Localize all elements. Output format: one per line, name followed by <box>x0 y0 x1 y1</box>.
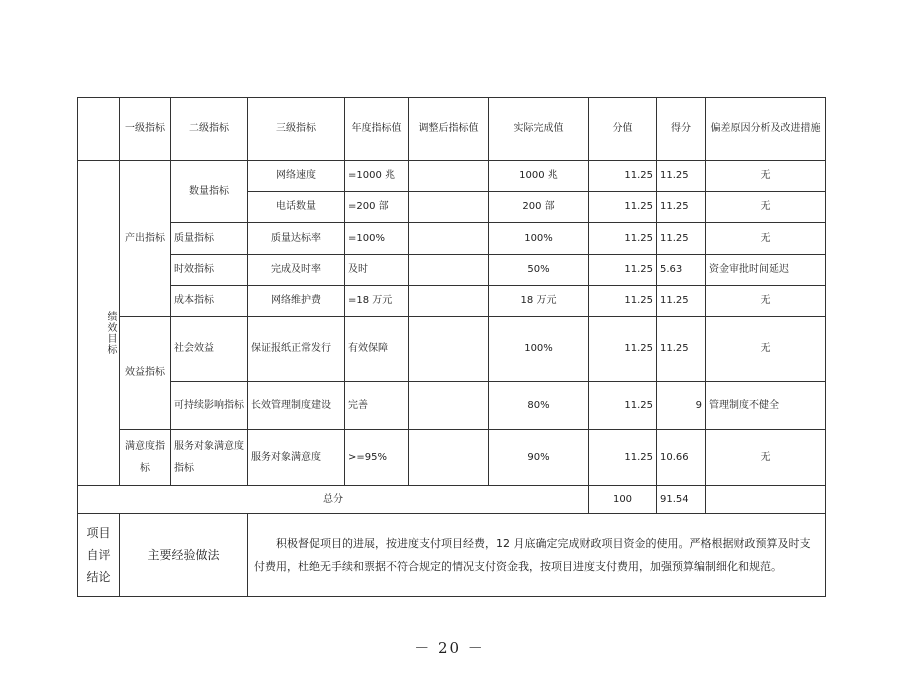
total-score: 91.54 <box>657 486 706 514</box>
reason-cell: 管理制度不健全 <box>706 382 826 430</box>
reason-cell: 无 <box>706 161 826 192</box>
total-row <box>78 486 826 514</box>
conclusion-label: 项目自评结论 <box>78 514 120 597</box>
score-value-cell: 11.25 <box>589 255 657 286</box>
level1-label: 绩效目标 <box>78 161 120 486</box>
adjusted-cell <box>409 286 489 317</box>
actual-cell: 50% <box>489 255 589 286</box>
header-row <box>78 98 826 161</box>
score-value-cell: 11.25 <box>589 161 657 192</box>
level2-cell: 数量指标 <box>171 161 248 223</box>
group-output: 产出指标 <box>120 161 171 317</box>
adjusted-cell <box>409 223 489 255</box>
conclusion-row <box>78 514 826 597</box>
level3-cell: 完成及时率 <box>248 255 345 286</box>
target-cell: >=95% <box>345 430 409 486</box>
header-level1: 一级指标 <box>120 98 171 161</box>
header-level2: 二级指标 <box>171 98 248 161</box>
target-cell: =18 万元 <box>345 286 409 317</box>
actual-cell: 90% <box>489 430 589 486</box>
group-satisfaction: 满意度指标 <box>120 430 171 486</box>
level3-cell: 长效管理制度建设 <box>248 382 345 430</box>
target-cell: =200 部 <box>345 192 409 223</box>
score-cell: 11.25 <box>657 317 706 382</box>
score-value-cell: 11.25 <box>589 430 657 486</box>
group-benefit: 效益指标 <box>120 317 171 430</box>
conclusion-sub-label: 主要经验做法 <box>120 514 248 597</box>
actual-cell: 1000 兆 <box>489 161 589 192</box>
target-cell: =1000 兆 <box>345 161 409 192</box>
header-adjusted-target: 调整后指标值 <box>409 98 489 161</box>
target-cell: 有效保障 <box>345 317 409 382</box>
score-value-cell: 11.25 <box>589 223 657 255</box>
page-number: － 20 － <box>414 639 485 657</box>
reason-cell: 无 <box>706 192 826 223</box>
adjusted-cell <box>409 382 489 430</box>
header-level3: 三级指标 <box>248 98 345 161</box>
performance-table <box>77 97 826 597</box>
score-value-cell: 11.25 <box>589 286 657 317</box>
reason-cell: 资金审批时间延迟 <box>706 255 826 286</box>
table-row <box>78 382 826 430</box>
header-blank <box>78 98 120 161</box>
adjusted-cell <box>409 192 489 223</box>
table-row <box>78 255 826 286</box>
target-cell: =100% <box>345 223 409 255</box>
header-deviation: 偏差原因分析及改进措施 <box>706 98 826 161</box>
adjusted-cell <box>409 255 489 286</box>
total-reason <box>706 486 826 514</box>
table-row <box>78 430 826 486</box>
score-cell: 11.25 <box>657 223 706 255</box>
header-actual: 实际完成值 <box>489 98 589 161</box>
score-cell: 9 <box>657 382 706 430</box>
reason-cell: 无 <box>706 223 826 255</box>
actual-cell: 100% <box>489 317 589 382</box>
level3-cell: 保证报纸正常发行 <box>248 317 345 382</box>
score-cell: 11.25 <box>657 161 706 192</box>
actual-cell: 18 万元 <box>489 286 589 317</box>
total-label: 总分 <box>78 486 589 514</box>
actual-cell: 80% <box>489 382 589 430</box>
adjusted-cell <box>409 317 489 382</box>
header-score-value: 分值 <box>589 98 657 161</box>
header-score: 得分 <box>657 98 706 161</box>
score-cell: 10.66 <box>657 430 706 486</box>
reason-cell: 无 <box>706 430 826 486</box>
score-value-cell: 11.25 <box>589 317 657 382</box>
table-row <box>78 161 826 192</box>
table-row <box>78 286 826 317</box>
score-value-cell: 11.25 <box>589 192 657 223</box>
level2-cell: 服务对象满意度指标 <box>171 430 248 486</box>
actual-cell: 200 部 <box>489 192 589 223</box>
target-cell: 及时 <box>345 255 409 286</box>
reason-cell: 无 <box>706 317 826 382</box>
score-cell: 11.25 <box>657 192 706 223</box>
level2-cell: 质量指标 <box>171 223 248 255</box>
header-annual-target: 年度指标值 <box>345 98 409 161</box>
adjusted-cell <box>409 430 489 486</box>
level2-cell: 成本指标 <box>171 286 248 317</box>
total-score-value: 100 <box>589 486 657 514</box>
level2-cell: 时效指标 <box>171 255 248 286</box>
level3-cell: 服务对象满意度 <box>248 430 345 486</box>
score-cell: 11.25 <box>657 286 706 317</box>
level3-cell: 质量达标率 <box>248 223 345 255</box>
score-value-cell: 11.25 <box>589 382 657 430</box>
reason-cell: 无 <box>706 286 826 317</box>
level2-cell: 社会效益 <box>171 317 248 382</box>
actual-cell: 100% <box>489 223 589 255</box>
level2-cell: 可持续影响指标 <box>171 382 248 430</box>
level3-cell: 电话数量 <box>248 192 345 223</box>
table-row <box>78 317 826 382</box>
level3-cell: 网络速度 <box>248 161 345 192</box>
adjusted-cell <box>409 161 489 192</box>
target-cell: 完善 <box>345 382 409 430</box>
conclusion-text: 积极督促项目的进展，按进度支付项目经费，12 月底确定完成财政项目资金的使用。严格根据财政预算及时支付费用，杜绝无手续和票据不符合规定的情况支付资金我，按项目进度支付费用，加强预算编制细化和规范。 <box>248 514 826 597</box>
table-row <box>78 223 826 255</box>
score-cell: 5.63 <box>657 255 706 286</box>
level3-cell: 网络维护费 <box>248 286 345 317</box>
